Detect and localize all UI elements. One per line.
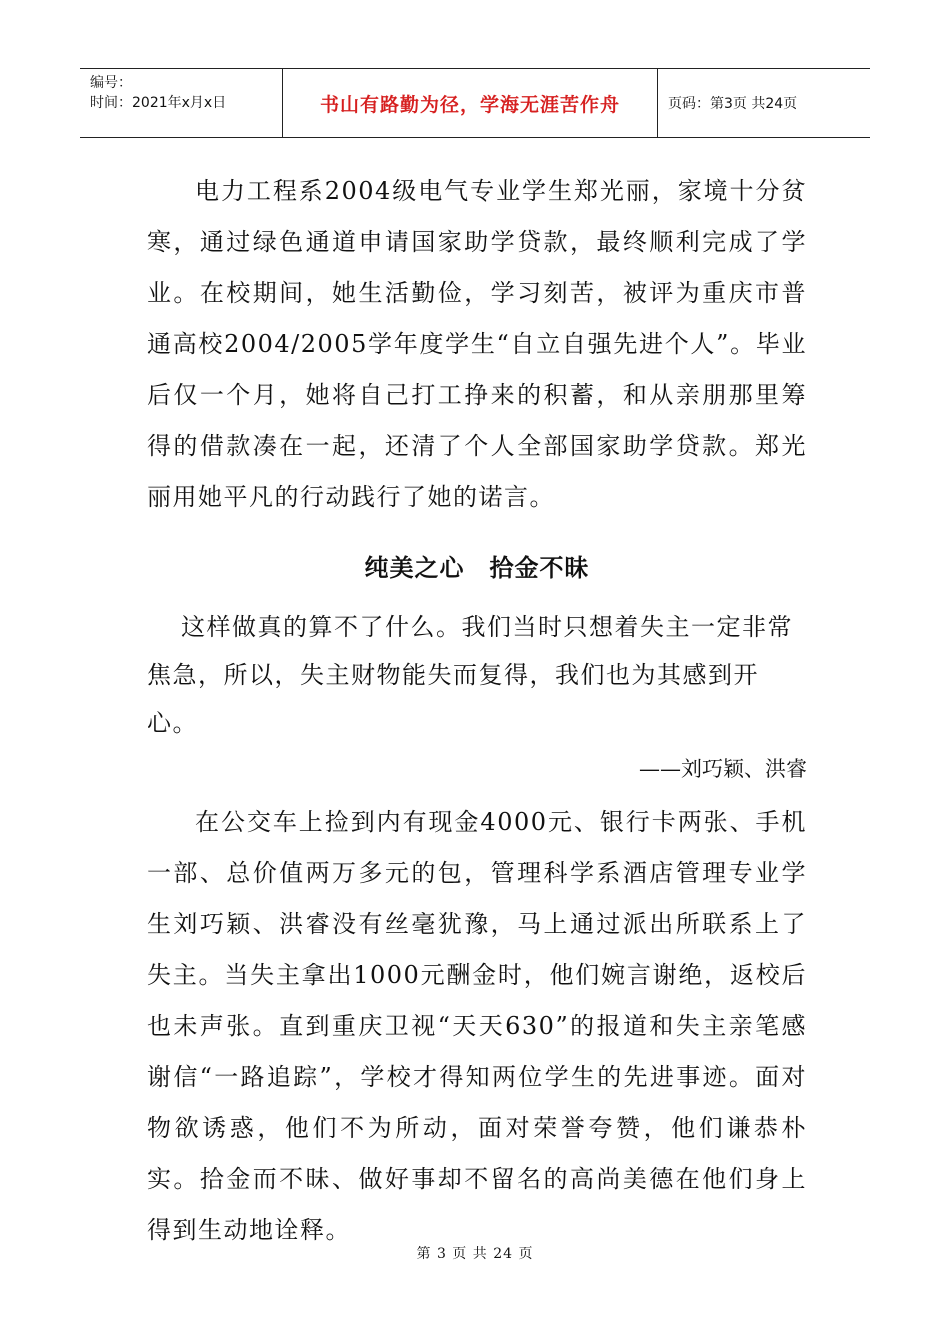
time-label: 时间：2021年x月x日 [90,95,227,111]
header-page-label: 页码：第3页 共24页 [668,96,798,112]
page-footer: 第 3 页 共 24 页 [416,1246,534,1262]
section-title: 纯美之心 拾金不昧 [364,554,590,582]
story-paragraph-2: 在公交车上捡到内有现金4000元、银行卡两张、手机一部、总价值两万多元的包，管理科学系酒店管理专业学生刘巧颖、洪睿没有丝毫犹豫，马上通过派出所联系上了失主。当失主拿出1000元酬金时，他们婉言谢绝，返校后也未声张。直到重庆卫视“天天630”的报道和失主亲笔感谢信“一路追踪”，学校才得知两位学生的先进事迹。面对物欲诱惑，他们不为所动，面对荣誉夸赞，他们谦恭朴实。拾金而不昧、做好事却不留名的高尚美德在他们身上得到生动地诠释。 [147,808,807,1244]
document-body [147,166,807,1256]
quote-attribution: ——刘巧颖、洪睿 [639,757,807,781]
header-meta [80,69,283,137]
quote-text: 这样做真的算不了什么。我们当时只想着失主一定非常焦急，所以，失主财物能失而复得，我们也为其感到开心。 [147,613,793,737]
number-label: 编号： [90,75,132,91]
header-motto: 书山有路勤为径，学海无涯苦作舟 [283,69,658,137]
story-paragraph-1: 电力工程系2004级电气专业学生郑光丽，家境十分贫寒，通过绿色通道申请国家助学贷款，最终顺利完成了学业。在校期间，她生活勤俭，学习刻苦，被评为重庆市普通高校2004/2005学年度学生“自立自强先进个人”。毕业后仅一个月，她将自己打工挣来的积蓄，和从亲朋那里筹得的借款凑在一起，还清了个人全部国家助学贷款。郑光丽用她平凡的行动践行了她的诺言。 [147,177,807,511]
page-header [80,68,870,138]
